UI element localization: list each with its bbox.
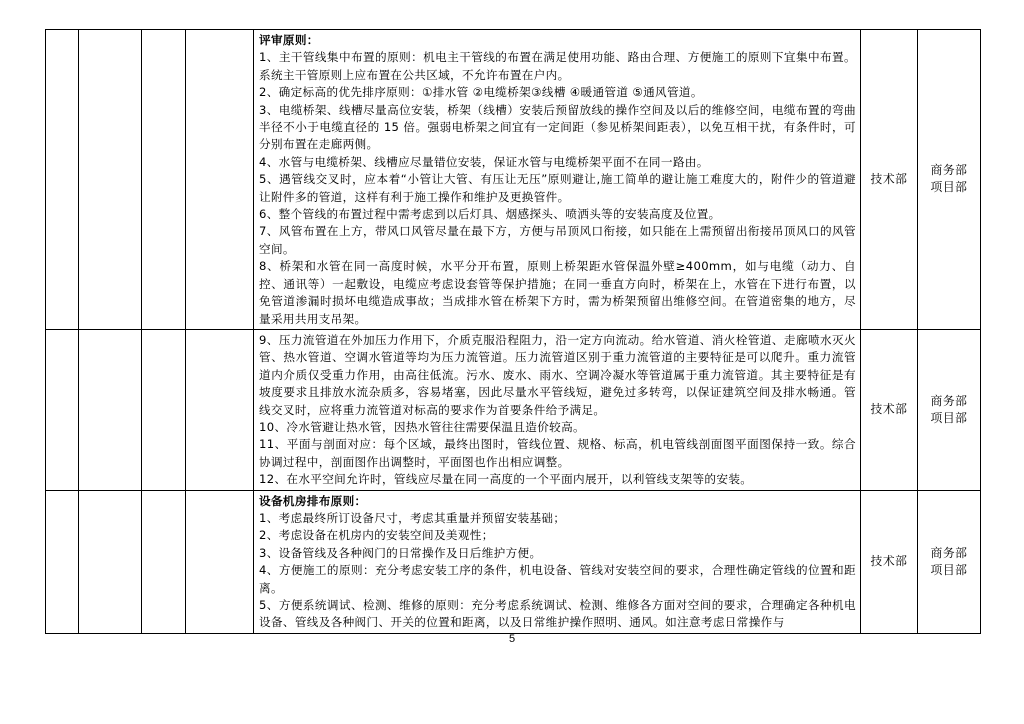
paragraph: 3、电缆桥架、线槽尽量高位安装，桥架（线槽）安装后预留放线的操作空间及以后的维修空间，电缆布置的弯曲半径不小于电缆直径的 15 倍。强弱电桥架之间宜有一定间距（参见桥架间距表），以免互相干扰，有条件时，可分别布置在走廊两侧。: [259, 102, 856, 152]
paragraph: 5、方便系统调试、检测、维修的原则：充分考虑系统调试、检测、维修各方面对空间的要求，合理确定各种机电设备、管线及各种阀门、开关的位置和距离，以及日常维护操作照明、通风。如注意考虑日常操作与: [259, 598, 856, 630]
cooperating-dept-cell: [918, 329, 981, 490]
paragraph: 4、水管与电缆桥架、线槽应尽量错位安装，保证水管与电缆桥架平面不在同一路由。: [259, 154, 709, 169]
dept-project-label: 项目部: [930, 410, 968, 425]
paragraph: 2、考虑设备在机房内的安装空间及美观性；: [259, 528, 494, 543]
section-title: 设备机房排布原则：: [259, 493, 367, 508]
paragraph: 5、遇管线交叉时，应本着“小管让大管、有压让无压”原则避让,施工简单的避让施工难度大的，附件少的管道避让附件多的管道，这样有利于施工操作和维护及更换管件。: [259, 172, 856, 204]
cooperating-dept-cell: [918, 30, 981, 330]
dept-tech-label: 技术部: [870, 554, 908, 569]
empty-cell: [186, 329, 254, 490]
paragraph: 2、确定标高的优先排序原则：①排水管 ②电缆桥架③线槽 ④暖通管道 ⑤通风管道。: [259, 85, 703, 100]
dept-project-label: 项目部: [930, 180, 968, 195]
empty-cell: [186, 30, 254, 330]
dept-commerce-label: 商务部: [930, 163, 968, 178]
dept-tech-label: 技术部: [870, 171, 908, 186]
paragraph: 4、方便施工的原则：充分考虑安装工序的条件，机电设备、管线对安装空间的要求，合理性确定管线的位置和距离。: [259, 563, 856, 595]
content-cell: [254, 490, 861, 633]
cooperating-dept-cell: [918, 490, 981, 633]
content-cell: [254, 30, 861, 330]
paragraph: 1、主干管线集中布置的原则：机电主干管线的布置在满足使用功能、路由合理、方便施工的原则下宜集中布置。系统主干管原则上应布置在公共区域，不允许布置在户内。: [259, 50, 856, 82]
empty-cell: [142, 329, 186, 490]
dept-commerce-label: 商务部: [930, 545, 968, 560]
empty-cell: [186, 490, 254, 633]
table-row: [46, 30, 981, 330]
empty-cell: [142, 30, 186, 330]
empty-cell: [79, 490, 142, 633]
paragraph: 1、考虑最终所订设备尺寸，考虑其重量并预留安装基础；: [259, 510, 566, 525]
content-cell: [254, 329, 861, 490]
responsible-dept-cell: [861, 329, 918, 490]
paragraph: 7、风管布置在上方，带风口风管尽量在最下方，方便与吊顶风口衔接，如只能在上需预留出衔接吊顶风口的风管空间。: [259, 224, 856, 256]
empty-cell: [142, 490, 186, 633]
paragraph: 8、桥架和水管在同一高度时候，水平分开布置，原则上桥架距水管保温外壁≥400mm，如与电缆（动力、自控、通讯等）一起敷设，电缆应考虑设套管等保护措施；在同一垂直方向时，桥架在上，水管在下进行布置，以免管道渗漏时损坏电缆造成事故；当成排水管在桥架下方时，需为桥架预留出维修空间。在管道密集的地方，尽量采用共用支吊架。: [259, 259, 856, 326]
dept-tech-label: 技术部: [870, 402, 908, 417]
paragraph: 9、压力流管道在外加压力作用下，介质克服沿程阻力，沿一定方向流动。给水管道、消火栓管道、走廊喷水灭火管、热水管道、空调水管道等均为压力流管道。压力流管道区别于重力流管道的主要特征是可以爬升。重力流管道内介质仅受重力作用，由高往低流。污水、废水、雨水、空调冷凝水等管道属于重力流管道。其主要特征是有坡度要求且排放水流杂质多，容易堵塞，因此尽量水平管线短，避免过多转弯，以保证建筑空间及排水畅通。管线交叉时，应将重力流管道对标高的要求作为首要条件给予满足。: [259, 332, 856, 417]
empty-cell: [46, 30, 79, 330]
paragraph: 10、冷水管避让热水管，因热水管往往需要保温且造价较高。: [259, 419, 585, 434]
section-title: 评审原则：: [259, 33, 319, 47]
empty-cell: [79, 329, 142, 490]
paragraph: 11、平面与剖面对应：每个区域，最终出图时，管线位置、规格、标高，机电管线剖面图平面图保持一致。综合协调过程中，剖面图作出调整时，平面图也作出相应调整。: [259, 437, 856, 469]
dept-project-label: 项目部: [930, 562, 968, 577]
page-number: 5: [508, 633, 516, 645]
table-row: [46, 329, 981, 490]
paragraph: 3、设备管线及各种阀门的日常操作及日后维护方便。: [259, 545, 542, 560]
responsible-dept-cell: [861, 30, 918, 330]
responsible-dept-cell: [861, 490, 918, 633]
dept-commerce-label: 商务部: [930, 393, 968, 408]
paragraph: 6、整个管线的布置过程中需考虑到以后灯具、烟感探头、喷洒头等的安装高度及位置。: [259, 207, 721, 222]
empty-cell: [46, 329, 79, 490]
empty-cell: [46, 490, 79, 633]
document-table: [45, 29, 981, 634]
paragraph: 12、在水平空间允许时，管线应尽量在同一高度的一个平面内展开，以利管线支架等的安装。: [259, 472, 753, 487]
empty-cell: [79, 30, 142, 330]
table-row: [46, 490, 981, 633]
